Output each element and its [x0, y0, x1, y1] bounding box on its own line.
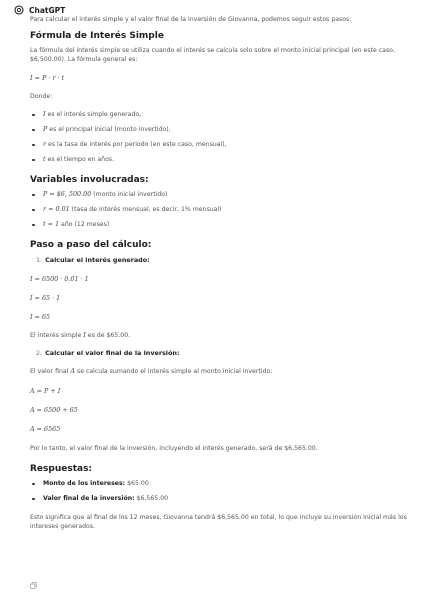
step-1-title: 1. Calcular el interés generado:	[36, 256, 150, 264]
formula: I = P · r · t	[30, 74, 65, 82]
conclusion-text: Esto significa que al final de los 12 meses, Giovanna tendrá $6,565.00 en total, lo que incluye su inversión inicial más los intereses generados.	[30, 514, 407, 530]
variable-definitions	[30, 110, 410, 164]
variables-list	[30, 190, 410, 229]
list-item: Valor final de la inversión: $6,565.00	[30, 494, 410, 503]
section-title-formula: Fórmula de Interés Simple	[30, 31, 164, 41]
assistant-message	[30, 15, 410, 531]
list-item: P es el principal inicial (monto invertido),	[30, 125, 410, 134]
list-item: I es el interés simple generado,	[30, 110, 410, 119]
step-1-result: El interés simple I es de $65.00.	[30, 331, 131, 339]
step-1-equation: I = 65	[30, 313, 51, 321]
intro-text: Para calcular el interés simple y el valor final de la inversión de Giovanna, podemos seguir estos pasos:	[30, 16, 352, 23]
app-name: ChatGPT	[29, 5, 66, 15]
step-1-equation: I = 6500 · 0.01 · 1	[30, 275, 89, 283]
step-2-result: Por lo tanto, el valor final de la inversión, incluyendo el interés generado, será de $6,565.00.	[30, 445, 318, 452]
step-2-description: El valor final A se calcula sumando el interés simple al monto inicial invertido:	[30, 367, 273, 375]
step-2-title: 2. Calcular el valor final de la inversión:	[36, 349, 180, 357]
where-label: Donde:	[30, 93, 53, 100]
list-item: P = $6, 500.00 (monto inicial invertido)	[30, 190, 410, 199]
list-item: r = 0.01 (tasa de interés mensual, es decir, 1% mensual)	[30, 205, 410, 214]
step-2-equation: A = P + I	[30, 387, 61, 395]
section-title-answers: Respuestas:	[30, 464, 93, 474]
step-2-equation: A = 6565	[30, 425, 61, 433]
answers-list	[30, 479, 410, 503]
section-title-variables: Variables involucradas:	[30, 175, 149, 185]
chatgpt-logo-icon	[14, 5, 24, 15]
step-2-equation: A = 6500 + 65	[30, 406, 78, 414]
formula-description: La fórmula del interés simple se utiliza cuando el interés se calcula solo sobre el monto inicial principal (en este caso, $6,500.00). La fórmula general es:	[30, 47, 395, 63]
section-title-steps: Paso a paso del cálculo:	[30, 240, 152, 250]
list-item: Monto de los intereses: $65.00	[30, 479, 410, 488]
copy-icon[interactable]	[30, 582, 37, 589]
step-1-equation: I = 65 · 1	[30, 294, 61, 302]
list-item: t = 1 año (12 meses)	[30, 220, 410, 229]
list-item: r es la tasa de interés por periodo (en este caso, mensual),	[30, 140, 410, 149]
list-item: t es el tiempo en años.	[30, 155, 410, 164]
message-header	[14, 5, 65, 15]
